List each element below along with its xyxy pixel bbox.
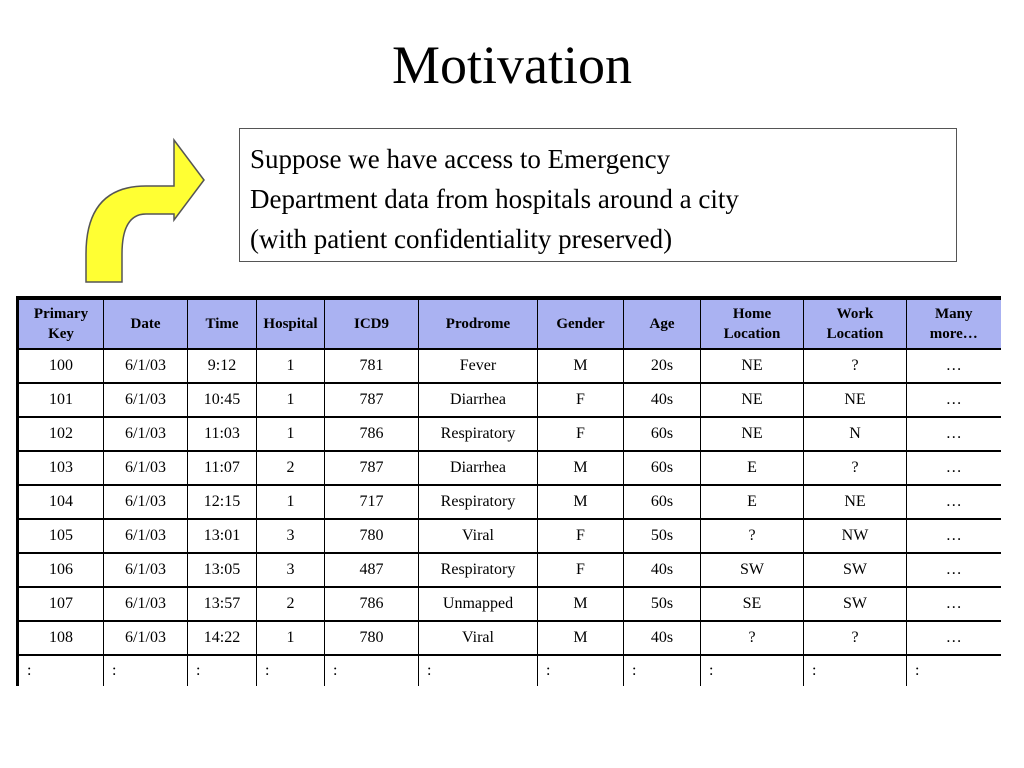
table-cell: … bbox=[907, 451, 1001, 485]
column-header bbox=[18, 298, 104, 349]
table-cell: 12:15 bbox=[188, 485, 257, 519]
column-header bbox=[104, 298, 188, 349]
table-cell: … bbox=[907, 553, 1001, 587]
continuation-cell: : bbox=[624, 655, 701, 686]
table-cell: ? bbox=[804, 451, 907, 485]
table-cell: 1 bbox=[257, 383, 325, 417]
column-header bbox=[538, 298, 624, 349]
table-cell: 487 bbox=[325, 553, 419, 587]
table-cell: 780 bbox=[325, 519, 419, 553]
table-cell: 2 bbox=[257, 587, 325, 621]
table-cell: SW bbox=[804, 553, 907, 587]
table-row bbox=[18, 519, 1001, 553]
table-cell: 40s bbox=[624, 621, 701, 655]
table-row bbox=[18, 349, 1001, 383]
column-header-label: ICD9 bbox=[353, 316, 389, 332]
column-header-label: more… bbox=[929, 326, 978, 342]
table-cell: Respiratory bbox=[419, 553, 538, 587]
table-cell: 1 bbox=[257, 485, 325, 519]
table-cell: F bbox=[538, 553, 624, 587]
table-header bbox=[18, 298, 1001, 349]
table-cell: 60s bbox=[624, 417, 701, 451]
table-cell: 781 bbox=[325, 349, 419, 383]
table-cell: NE bbox=[701, 383, 804, 417]
table-row bbox=[18, 553, 1001, 587]
slide-title: Motivation bbox=[392, 35, 632, 95]
continuation-cell: : bbox=[701, 655, 804, 686]
table-body bbox=[18, 349, 1001, 686]
table-row bbox=[18, 417, 1001, 451]
table-cell: Respiratory bbox=[419, 417, 538, 451]
table-cell: 13:05 bbox=[188, 553, 257, 587]
column-header bbox=[804, 298, 907, 349]
table-row bbox=[18, 587, 1001, 621]
column-header bbox=[624, 298, 701, 349]
table-cell: NE bbox=[804, 485, 907, 519]
column-header-label: Hospital bbox=[263, 316, 318, 332]
table-cell: ? bbox=[701, 519, 804, 553]
curved-up-right-arrow-icon bbox=[82, 136, 208, 284]
table-cell: 11:07 bbox=[188, 451, 257, 485]
table-cell: 105 bbox=[18, 519, 104, 553]
table-cell: E bbox=[701, 451, 804, 485]
table-cell: … bbox=[907, 621, 1001, 655]
table-cell: SW bbox=[701, 553, 804, 587]
table-cell: 786 bbox=[325, 417, 419, 451]
table-cell: … bbox=[907, 519, 1001, 553]
continuation-cell: : bbox=[104, 655, 188, 686]
continuation-cell: : bbox=[257, 655, 325, 686]
continuation-cell: : bbox=[915, 662, 920, 679]
table-cell: ? bbox=[701, 621, 804, 655]
table-row bbox=[18, 451, 1001, 485]
table-cell: SW bbox=[804, 587, 907, 621]
table-cell: 6/1/03 bbox=[104, 553, 188, 587]
table-cell: SE bbox=[701, 587, 804, 621]
table-cell: ? bbox=[804, 621, 907, 655]
table-cell: E bbox=[701, 485, 804, 519]
continuation-row bbox=[18, 655, 1001, 686]
table-cell: 787 bbox=[325, 383, 419, 417]
table-row bbox=[18, 621, 1001, 655]
table-cell: … bbox=[907, 417, 1001, 451]
table-cell: 11:03 bbox=[188, 417, 257, 451]
table-cell: F bbox=[538, 417, 624, 451]
callout-line: (with patient confidentiality preserved) bbox=[250, 224, 673, 254]
column-header-label: Many bbox=[935, 306, 973, 322]
table-row bbox=[18, 485, 1001, 519]
callout-line: Suppose we have access to Emergency bbox=[250, 144, 671, 174]
table-cell: 6/1/03 bbox=[104, 417, 188, 451]
column-header bbox=[257, 298, 325, 349]
table-cell: 6/1/03 bbox=[104, 349, 188, 383]
table-cell: Fever bbox=[419, 349, 538, 383]
table-cell: NE bbox=[701, 349, 804, 383]
table-cell: 50s bbox=[624, 587, 701, 621]
column-header bbox=[188, 298, 257, 349]
table-cell: NE bbox=[804, 383, 907, 417]
table-cell: … bbox=[907, 383, 1001, 417]
column-header-label: Location bbox=[723, 326, 781, 342]
table-cell: 104 bbox=[18, 485, 104, 519]
table-cell: 786 bbox=[325, 587, 419, 621]
table-row bbox=[18, 383, 1001, 417]
table-cell: 3 bbox=[257, 519, 325, 553]
table-cell: NE bbox=[701, 417, 804, 451]
table-cell: 10:45 bbox=[188, 383, 257, 417]
table-cell: 6/1/03 bbox=[104, 519, 188, 553]
table-cell: 13:01 bbox=[188, 519, 257, 553]
table-cell: 1 bbox=[257, 621, 325, 655]
table-cell: 106 bbox=[18, 553, 104, 587]
table-cell: Unmapped bbox=[419, 587, 538, 621]
table-cell: 717 bbox=[325, 485, 419, 519]
column-header bbox=[701, 298, 804, 349]
table-cell: 9:12 bbox=[188, 349, 257, 383]
table-cell: F bbox=[538, 519, 624, 553]
table-cell: Respiratory bbox=[419, 485, 538, 519]
header-row bbox=[18, 298, 1001, 349]
table-cell: M bbox=[538, 451, 624, 485]
table-cell: 107 bbox=[18, 587, 104, 621]
continuation-cell: : bbox=[325, 655, 419, 686]
table-cell: 14:22 bbox=[188, 621, 257, 655]
table-cell: 6/1/03 bbox=[104, 451, 188, 485]
column-header bbox=[419, 298, 538, 349]
table-cell: … bbox=[907, 587, 1001, 621]
table-cell: 60s bbox=[624, 485, 701, 519]
continuation-cell: : bbox=[188, 655, 257, 686]
table-cell: 6/1/03 bbox=[104, 621, 188, 655]
table-cell: 60s bbox=[624, 451, 701, 485]
table-cell: 2 bbox=[257, 451, 325, 485]
table-cell: F bbox=[538, 383, 624, 417]
table-cell: 1 bbox=[257, 349, 325, 383]
column-header-label: Date bbox=[130, 316, 161, 332]
ed-data-table bbox=[16, 296, 1001, 686]
table-cell: M bbox=[538, 587, 624, 621]
continuation-cell: : bbox=[419, 655, 538, 686]
table-cell: NW bbox=[804, 519, 907, 553]
table-cell: Viral bbox=[419, 519, 538, 553]
arrow-shape bbox=[86, 140, 204, 282]
table-cell: 6/1/03 bbox=[104, 587, 188, 621]
table-cell: Diarrhea bbox=[419, 451, 538, 485]
callout-box bbox=[239, 128, 957, 262]
table-cell: 101 bbox=[18, 383, 104, 417]
table-cell: 780 bbox=[325, 621, 419, 655]
table-cell: 13:57 bbox=[188, 587, 257, 621]
column-header-label: Age bbox=[649, 316, 675, 332]
column-header bbox=[325, 298, 419, 349]
table-cell: ? bbox=[804, 349, 907, 383]
continuation-cell: : bbox=[538, 655, 624, 686]
table-cell: 20s bbox=[624, 349, 701, 383]
column-header bbox=[907, 298, 1001, 349]
table-cell: Diarrhea bbox=[419, 383, 538, 417]
table-cell: 6/1/03 bbox=[104, 485, 188, 519]
table-cell: M bbox=[538, 349, 624, 383]
table-cell: … bbox=[907, 485, 1001, 519]
table-cell: M bbox=[538, 485, 624, 519]
table-cell: 1 bbox=[257, 417, 325, 451]
table-cell: 100 bbox=[18, 349, 104, 383]
column-header-label: Time bbox=[205, 316, 239, 332]
table-cell: Viral bbox=[419, 621, 538, 655]
column-header-label: Location bbox=[826, 326, 884, 342]
table-cell: 787 bbox=[325, 451, 419, 485]
column-header-label: Prodrome bbox=[445, 316, 511, 332]
callout-line: Department data from hospitals around a city bbox=[250, 184, 739, 214]
continuation-cell: : bbox=[18, 655, 104, 686]
table-cell: 6/1/03 bbox=[104, 383, 188, 417]
table-cell: M bbox=[538, 621, 624, 655]
table-cell: N bbox=[804, 417, 907, 451]
table-cell: 40s bbox=[624, 553, 701, 587]
table-cell: 102 bbox=[18, 417, 104, 451]
ed-data-table-wrap bbox=[16, 296, 999, 686]
table-cell: 103 bbox=[18, 451, 104, 485]
table-cell: 40s bbox=[624, 383, 701, 417]
column-header-label: Gender bbox=[556, 316, 605, 332]
column-header-label: Home bbox=[732, 306, 772, 322]
column-header-label: Work bbox=[836, 306, 874, 322]
table-cell: 3 bbox=[257, 553, 325, 587]
column-header-label: Primary bbox=[33, 306, 89, 322]
table-cell: 50s bbox=[624, 519, 701, 553]
column-header-label: Key bbox=[48, 326, 74, 342]
continuation-cell: : bbox=[804, 655, 907, 686]
table-cell: 108 bbox=[18, 621, 104, 655]
table-cell: … bbox=[907, 349, 1001, 383]
